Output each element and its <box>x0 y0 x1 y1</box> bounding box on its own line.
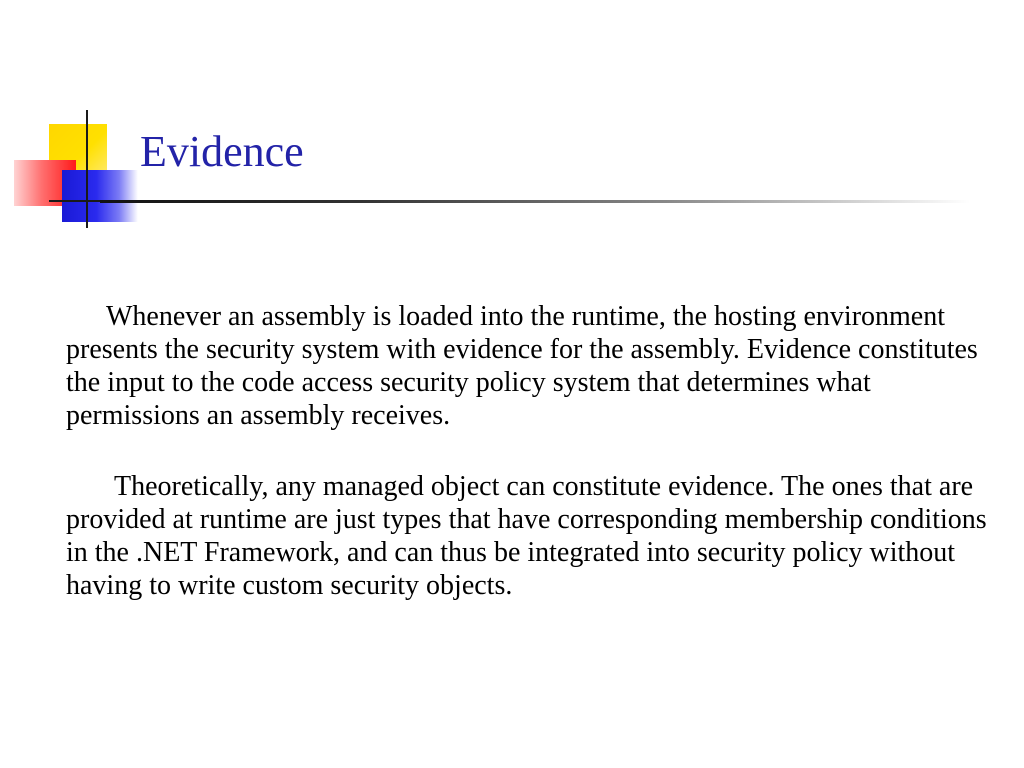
slide-body <box>66 300 1001 640</box>
blue-square-decoration <box>62 170 138 222</box>
title-underline-rule <box>100 200 970 203</box>
slide-title: Evidence <box>140 127 304 176</box>
decorative-logo-squares <box>0 0 140 240</box>
vertical-line-decoration <box>86 110 88 228</box>
body-paragraph: Whenever an assembly is loaded into the runtime, the hosting environment presents the security system with evidence for the assembly. Evidence constitutes the input to the code access security policy system that determines what permissions an assembly receives. <box>66 301 978 431</box>
body-paragraph: Theoretically, any managed object can constitute evidence. The ones that are provided at runtime are just types that have corresponding membership conditions in the .NET Framework, and can thus be integrated into security policy without having to write custom security objects. <box>66 471 987 601</box>
